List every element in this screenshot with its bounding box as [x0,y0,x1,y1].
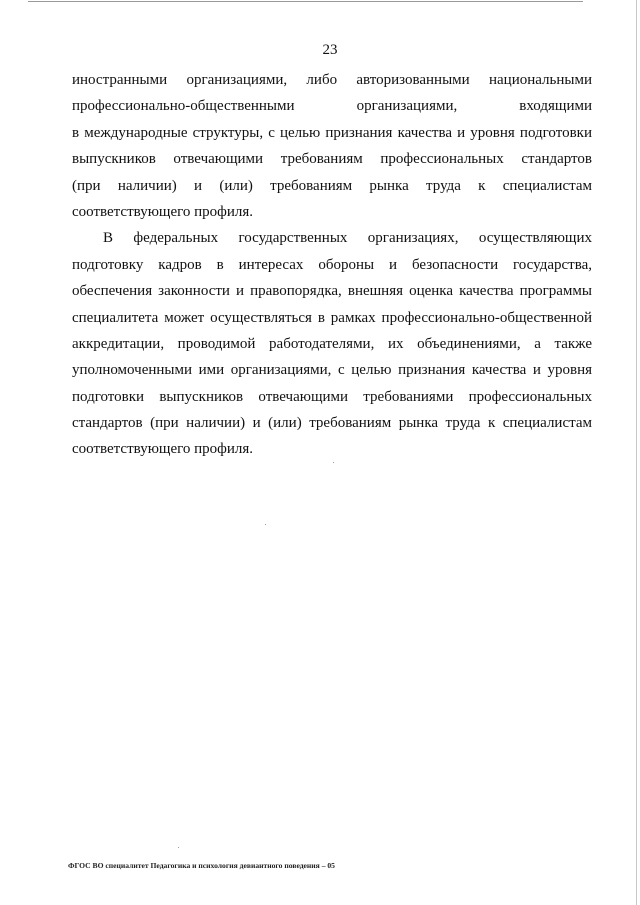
text-line: соответствующего профиля. [72,203,254,220]
text-line: профессионально-общественными организациями, входящими [72,98,592,115]
text-line: аккредитации, проводимой работодателями, их объединениями, а также [72,335,592,352]
text-line: подготовку кадров в интересах обороны и безопасности государства, [72,256,592,273]
text-line: соответствующего профиля. [72,441,254,458]
document-body [72,67,592,463]
text-line: в международные структуры, с целью признания качества и уровня подготовки [72,124,592,141]
text-line: выпускников отвечающими требованиям профессиональных стандартов [72,151,592,168]
paragraph-1 [72,67,592,225]
text-line: подготовки выпускников отвечающими требованиями профессиональных [72,388,592,405]
scan-speck [333,462,334,463]
text-line: стандартов (при наличии) и (или) требованиям рынка труда к специалистам [72,415,592,432]
scan-speck [178,847,179,848]
page-footer: ФГОС ВО специалитет Педагогика и психология девиантного поведения – 05 [68,861,335,870]
text-line: обеспечения законности и правопорядка, внешняя оценка качества программы [72,283,592,300]
text-line: специалитета может осуществляться в рамках профессионально-общественной [72,309,592,326]
page-number: 23 [322,42,338,58]
scan-right-border [636,0,637,905]
text-line: уполномоченными ими организациями, с целью признания качества и уровня [72,362,592,379]
paragraph-2 [72,225,592,463]
scan-top-border [28,1,583,2]
text-line: В федеральных государственных организациях, осуществляющих [103,230,592,247]
text-line: иностранными организациями, либо авторизованными национальными [72,72,592,88]
scan-speck [265,524,266,525]
text-line: (при наличии) и (или) требованиям рынка труда к специалистам [72,177,592,194]
